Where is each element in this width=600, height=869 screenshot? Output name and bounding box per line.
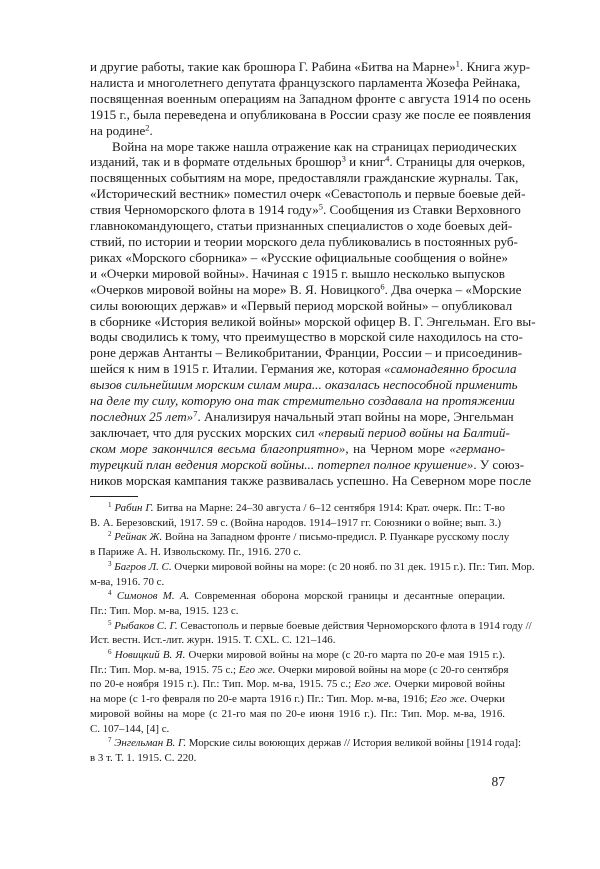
text-run: . Анализируя начальный этап войны на море, Энгельман (197, 408, 514, 424)
text-line (90, 377, 518, 393)
text-line (90, 472, 532, 489)
text-run: ников морская кампания также развивалась успешно. На Северном море после (90, 472, 532, 488)
footnote-ref: 6 (108, 648, 112, 657)
body-text (90, 58, 536, 488)
text-run: . Книга жур- (459, 59, 531, 74)
text-line (90, 393, 515, 409)
text-run: в 3 т. Т. 1. 1915. С. 220. (90, 751, 197, 764)
text-run: Ист. вестн. Ист.-лит. журн. 1915. Т. CXL. С. 121–146. (90, 634, 336, 647)
text-run: Битва на Марне: 24–30 августа / 6–12 сентября 1914: Крат. очерк. Пг.: Т-во (153, 502, 505, 514)
text-run: на море (с 1-го февраля по 20-е марта 1916 г.) Пг.: Тип. Мор. м-ва, 1916; (90, 693, 431, 706)
footnote-line (90, 545, 505, 560)
text-run: роне держав Антанты – Великобритании, Франции, России – и присоединив- (90, 345, 523, 361)
footnote-line (90, 575, 505, 590)
text-line (90, 106, 531, 123)
footnote-line (90, 663, 509, 678)
italic-text: Рейнак Ж. (114, 531, 163, 544)
text-line (90, 329, 523, 345)
italic-text: Его же. (354, 678, 392, 691)
text-run: «Очерков мировой войны на море» В. Я. Новицкого (90, 281, 381, 297)
footnote-line (90, 736, 522, 751)
footnote-ref: 3 (108, 559, 112, 568)
text-run: и другие работы, такие как брошюра Г. Рабина «Битва на Марне» (90, 59, 456, 74)
paragraph (90, 138, 536, 489)
text-line (90, 456, 525, 473)
footnote-line (90, 677, 505, 692)
text-run: Война на Западном фронте / письмо-предисл. Р. Пуанкаре русскому послу (162, 531, 510, 544)
footnote (90, 736, 522, 765)
footnote-line (90, 530, 510, 545)
text-line (90, 345, 523, 361)
footnote-line (90, 692, 505, 707)
italic-text: «германо- (449, 440, 506, 456)
footnote-line (90, 604, 505, 619)
italic-text: Его же. (430, 693, 468, 706)
footnote (90, 530, 510, 559)
text-line (90, 123, 505, 139)
text-line (90, 424, 510, 441)
paragraph (90, 58, 531, 139)
text-run: . (149, 122, 153, 138)
footnote-line (90, 501, 505, 516)
footnote-line (90, 589, 505, 604)
text-line (90, 266, 505, 282)
text-line (90, 170, 519, 186)
footnote-ref: 4 (108, 589, 112, 598)
italic-text: последних 25 лет» (90, 408, 194, 424)
footnote-line (90, 707, 505, 722)
text-run: налиста и многолетнего депутата французского парламента Жозефа Рейнака, (90, 74, 521, 90)
italic-text: «первый период войны на Балтий- (317, 424, 510, 440)
footnote-ref: 2 (145, 121, 150, 132)
text-run: в сборнике «История великой войны» морской офицер В. Г. Энгельман. Его вы- (90, 313, 536, 329)
footnote-ref: 4 (385, 153, 390, 164)
italic-text: Новицкий В. Я. (114, 649, 186, 662)
italic-text: Багров Л. С. (114, 560, 172, 573)
text-run: заключает, что для русских морских сил (90, 424, 318, 440)
footnote (90, 559, 535, 589)
text-run: Пг.: Тип. Мор. м-ва, 1915. 123 с. (90, 604, 239, 617)
text-run: и «Очерки мировой войны». Начиная с 1915 г. вышло несколько выпусков (90, 265, 505, 281)
text-run: Очерки мировой войны (391, 678, 505, 691)
footnote-ref: 2 (108, 530, 112, 539)
text-run: Очерки мировой войны на море: (с 20 нояб. по 31 дек. 1915 г.). Пг.: Тип. Мор. (171, 560, 535, 573)
footnote-ref: 5 (318, 201, 323, 212)
page-number: 87 (491, 774, 505, 789)
footnote (90, 589, 505, 618)
text-run: Севастополь и первые боевые действия Черноморского флота в 1914 году // (177, 619, 532, 632)
footnote-ref: 6 (380, 281, 385, 292)
footnote-line (90, 648, 505, 663)
text-run: , на Черном море (345, 440, 450, 456)
footnote-line (90, 751, 505, 766)
text-line (90, 313, 536, 330)
footnote-ref: 5 (108, 618, 112, 627)
text-run: силы воюющих держав» и «Первый период морской войны» – опубликовал (90, 297, 513, 313)
text-run: . Сообщения из Ставки Верховного (323, 202, 521, 218)
footnote-line (90, 559, 535, 575)
footnote-separator (90, 496, 138, 497)
italic-text: «самонадеянно бросила (384, 361, 517, 377)
text-run: Пг.: Тип. Мор. м-ва, 1915. 75 с.; (90, 663, 239, 676)
italic-text: Симонов М. А. (116, 590, 190, 603)
footnote-ref: 1 (108, 501, 112, 510)
text-run: воды сводились к тому, что преимущество в морской силе находилось на сто- (90, 329, 523, 345)
italic-text: Его же. (238, 663, 276, 676)
footnote-ref: 1 (455, 58, 460, 69)
text-run: Очерки (467, 693, 505, 706)
text-run: Война на море также нашла отражение как на страницах периодических (112, 138, 517, 154)
text-run: м-ва, 1916. 70 с. (90, 575, 165, 588)
text-run: и книг (345, 154, 386, 170)
text-line (90, 408, 514, 425)
footnote-ref: 3 (341, 153, 346, 164)
text-line (90, 138, 517, 155)
text-run: ствия Черноморского флота в 1914 году» (90, 202, 319, 218)
text-run: посвященная военным операциям на Западном фронте с августа 1914 по осень (90, 90, 531, 106)
text-line (90, 249, 509, 266)
text-run: главнокомандующего, статьи признанных специалистов о ходе боевых дей- (90, 218, 513, 234)
text-run: Очерки мировой войны на море (с 20-го сентября (275, 663, 509, 676)
text-line (90, 233, 518, 250)
italic-text: вызов сильнейшим морским силам мира... оказалась неспособной применить (90, 377, 518, 393)
footnote (90, 501, 505, 530)
text-run: в Париже А. Н. Извольскому. Пг., 1916. 270 с. (90, 546, 301, 559)
text-line (90, 58, 531, 75)
text-run: по 20-е ноября 1915 г.). Пг.: Тип. Мор. м-ва, 1915. 75 с.; (90, 678, 355, 691)
text-run: С. 107–144, [4] с. (90, 722, 170, 735)
italic-text: ском море закончился весьма благоприятно» (90, 440, 346, 456)
text-line (90, 74, 521, 91)
text-run: шейся к ним в 1915 г. Италии. Германия же, которая (90, 361, 385, 377)
text-run: риках «Морского сборника» – «Русские официальные сообщения о войне» (90, 249, 509, 265)
text-line (90, 201, 521, 218)
text-line (90, 441, 505, 457)
text-run: ствий, по истории и теории морского дела публиковались в постоянных руб- (90, 233, 518, 249)
footnote-line (90, 618, 532, 634)
text-line (90, 297, 513, 314)
text-run: . Два очерка – «Морские (384, 281, 522, 297)
footnotes (90, 501, 535, 766)
text-run: . У союз- (473, 456, 525, 472)
footnote-ref: 7 (193, 408, 198, 419)
footnote (90, 648, 509, 736)
footnote-line (90, 516, 505, 531)
footnote-ref: 7 (108, 736, 112, 745)
text-run: 1915 г., была переведена и опубликована в России сразу же после ее появления (90, 106, 531, 122)
text-run: мировой войны на море (с 21-го мая по 20-е июня 1916 г.). Пг.: Тип. Мор. м-ва, 1916. (90, 707, 505, 720)
text-run: Морские силы воюющих держав // История великой войны [1914 года]: (186, 737, 522, 750)
text-line (90, 361, 517, 377)
italic-text: турецкий план ведения морской войны... потерпел полное крушение» (90, 456, 474, 472)
text-run: на родине (90, 122, 146, 138)
footnote (90, 618, 532, 648)
text-run: Очерки мировой войны на море (с 20-го марта по 20-е мая 1915 г.). (185, 649, 505, 662)
text-run: В. А. Березовский, 1917. 59 с. (Война народов. 1914–1917 гг. Союзники о войне; вып. 3.) (90, 516, 501, 529)
italic-text: Рабин Г. (114, 502, 154, 514)
footnote-line (90, 633, 505, 648)
italic-text: Рыбаков С. Г. (114, 619, 178, 632)
italic-text: на деле ту силу, которую она так стремительно создавала на протяжении (90, 393, 515, 409)
text-line (90, 153, 526, 170)
text-run: изданий, так и в формате отдельных брошюр (90, 154, 342, 170)
text-line (90, 186, 526, 202)
text-run: «Исторический вестник» поместил очерк «Севастополь и первые боевые дей- (90, 186, 526, 202)
text-run: Современная оборона морской границы и десантные операции. (189, 590, 505, 603)
footnote-line (90, 722, 505, 737)
text-run: посвященных событиям на море, предоставляли гражданские журналы. Так, (90, 170, 519, 186)
italic-text: Энгельман В. Г. (114, 737, 187, 750)
text-line (90, 281, 522, 298)
text-line (90, 90, 531, 107)
text-run: . Страницы для очерков, (389, 154, 526, 170)
text-line (90, 218, 513, 234)
